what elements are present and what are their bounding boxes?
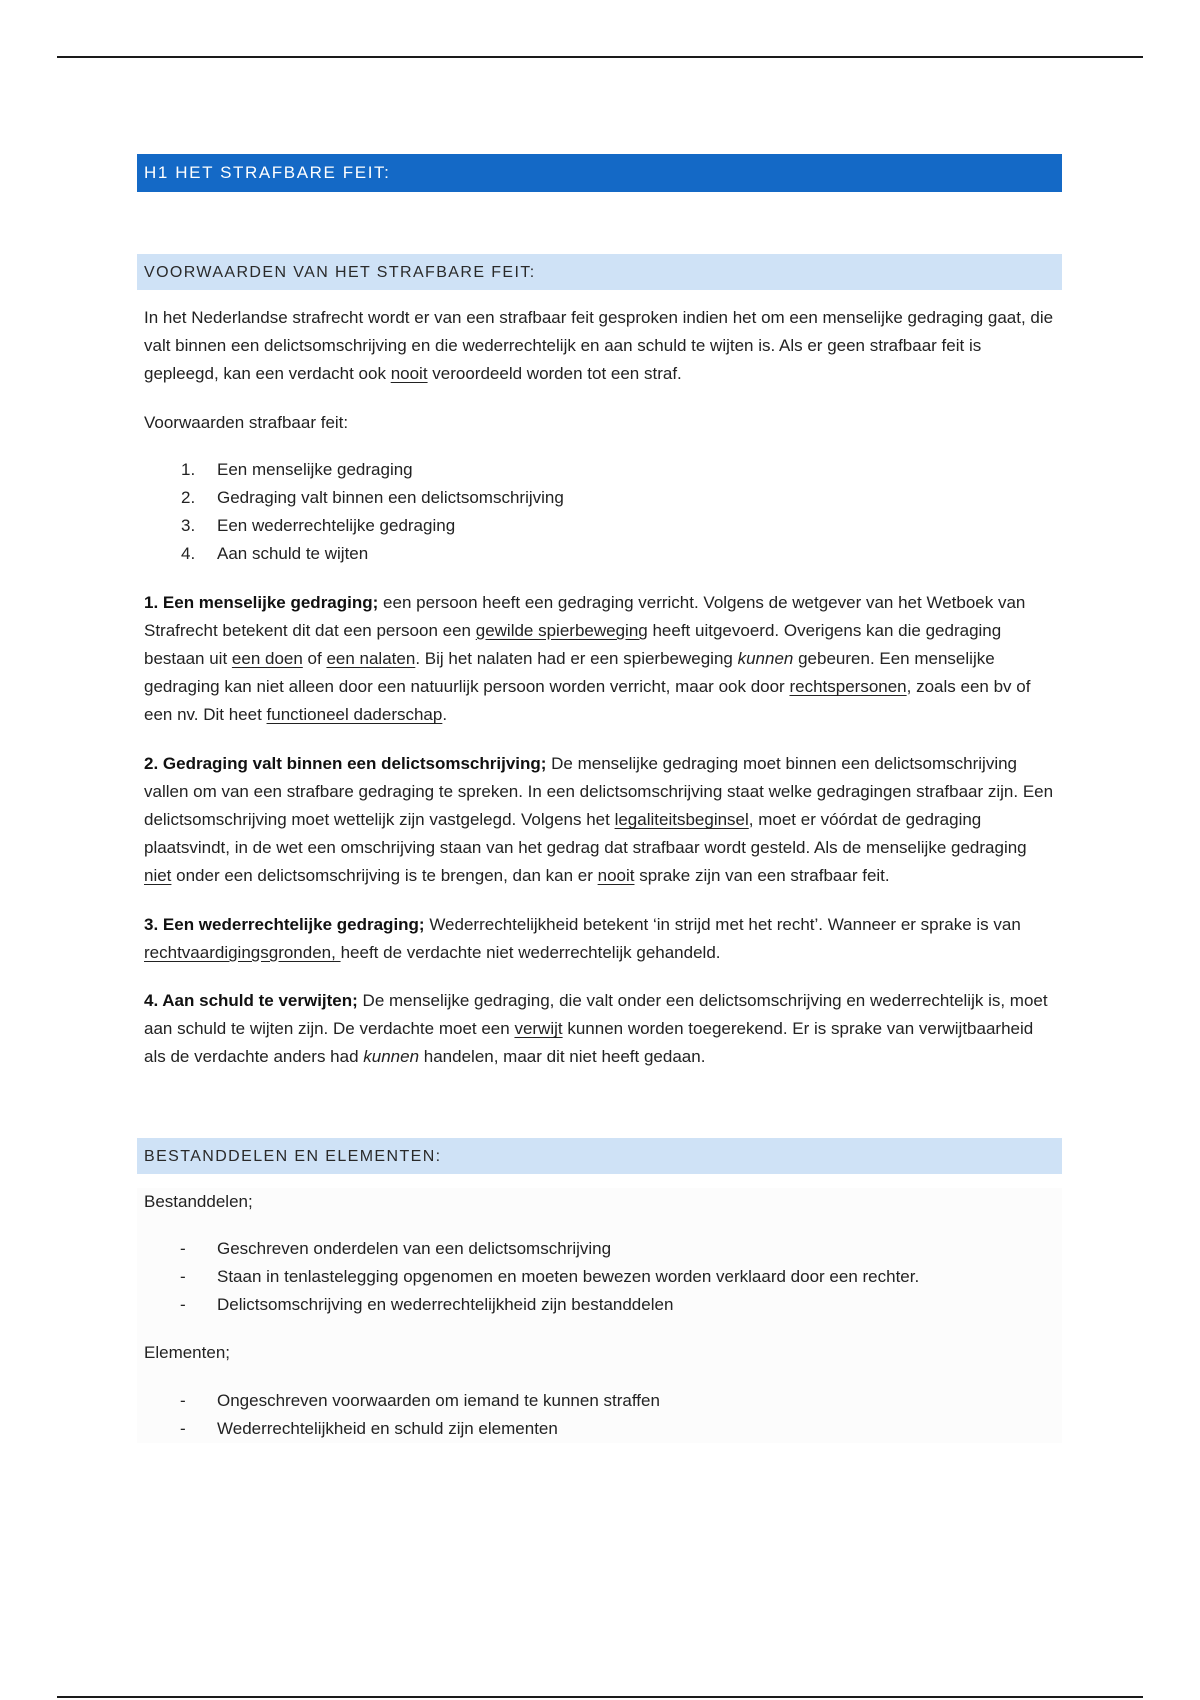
document-page xyxy=(137,154,1062,1463)
paragraph-schuld: 4. Aan schuld te verwijten; De menselijke gedraging, die valt onder een delictsomschrijving en wederrechtelijk is, moet aan schuld te wijten zijn. De verdachte moet een verwijt kunnen worden toegerekend. Er is sprake van verwijtbaarheid als de verdachte anders had kunnen handelen, maar dit niet heeft gedaan. xyxy=(144,991,1048,1067)
paragraph-menselijke-gedraging: 1. Een menselijke gedraging; een persoon heeft een gedraging verricht. Volgens de wetgever van het Wetboek van Strafrecht betekent dit dat een persoon een gewilde spierbeweging heeft uitgevoerd. Overigens kan die gedraging bestaan uit een doen of een nalaten. Bij het nalaten had er een spierbeweging kunnen gebeuren. Een menselijke gedraging kan niet alleen door een natuurlijk persoon worden verricht, maar ook door rechtspersonen, zoals een bv of een nv. Dit heet functioneel daderschap. xyxy=(144,592,1031,725)
top-rule xyxy=(57,56,1143,58)
list-item: 3. Een wederrechtelijke gedraging xyxy=(181,516,456,536)
paragraph-delictsomschrijving: 2. Gedraging valt binnen een delictsomschrijving; De menselijke gedraging moet binnen een delictsomschrijving vallen om van een strafbare gedraging te spreken. In een delictsomschrijving staat welke gedragingen strafbaar zijn. Een delictsomschrijving moet wettelijk zijn vastgelegd. Volgens het legaliteitsbeginsel, moet er vóórdat de gedraging plaatsvindt, in de wet een omschrijving staan van het gedrag dat strafbaar wordt gesteld. Als de menselijke gedraging niet onder een delictsomschrijving is te brengen, dan kan er nooit sprake zijn van een strafbaar feit. xyxy=(144,753,1054,886)
intro-paragraph: In het Nederlandse strafrecht wordt er van een strafbaar feit gesproken indien het om een menselijke gedraging gaat, die valt binnen een delictsomschrijving en die wederrechtelijk en aan schuld te wijten is. Als er geen strafbaar feit is gepleegd, kan een verdacht ook nooit veroordeeld worden tot een straf. xyxy=(144,308,1054,384)
list-item: - Delictsomschrijving en wederrechtelijkheid zijn bestanddelen xyxy=(180,1295,674,1315)
elementen-label: Elementen; xyxy=(144,1343,230,1363)
bottom-rule xyxy=(57,1696,1143,1698)
paragraph-wederrechtelijk: 3. Een wederrechtelijke gedraging; Wederrechtelijkheid betekent ‘in strijd met het recht’. Wanneer er sprake is van rechtvaardigingsgronden, heeft de verdachte niet wederrechtelijk gehandeld. xyxy=(144,914,1021,962)
list-item: 2. Gedraging valt binnen een delictsomschrijving xyxy=(181,488,564,508)
bestanddelen-content xyxy=(137,1188,1062,1443)
bestanddelen-label: Bestanddelen; xyxy=(144,1191,253,1211)
list-item: - Geschreven onderdelen van een delictsomschrijving xyxy=(180,1238,612,1258)
list-item: - Wederrechtelijkheid en schuld zijn elementen xyxy=(180,1418,558,1438)
list-item: - Staan in tenlastelegging opgenomen en moeten bewezen worden verklaard door een rechter. xyxy=(180,1267,920,1287)
conditions-list xyxy=(137,456,1062,569)
bestanddelen-list xyxy=(137,1235,1062,1320)
section-heading-voorwaarden: VOORWAARDEN VAN HET STRAFBARE FEIT: xyxy=(137,254,1062,290)
elementen-list xyxy=(137,1387,1062,1443)
list-item: 1. Een menselijke gedraging xyxy=(181,459,413,479)
list-item: - Ongeschreven voorwaarden om iemand te kunnen straffen xyxy=(180,1390,660,1410)
chapter-heading: H1 HET STRAFBARE FEIT: xyxy=(137,154,1062,192)
list-item: 4. Aan schuld te wijten xyxy=(181,544,369,564)
list-label: Voorwaarden strafbaar feit: xyxy=(144,412,349,432)
section-heading-bestanddelen: BESTANDDELEN EN ELEMENTEN: xyxy=(137,1138,1062,1174)
